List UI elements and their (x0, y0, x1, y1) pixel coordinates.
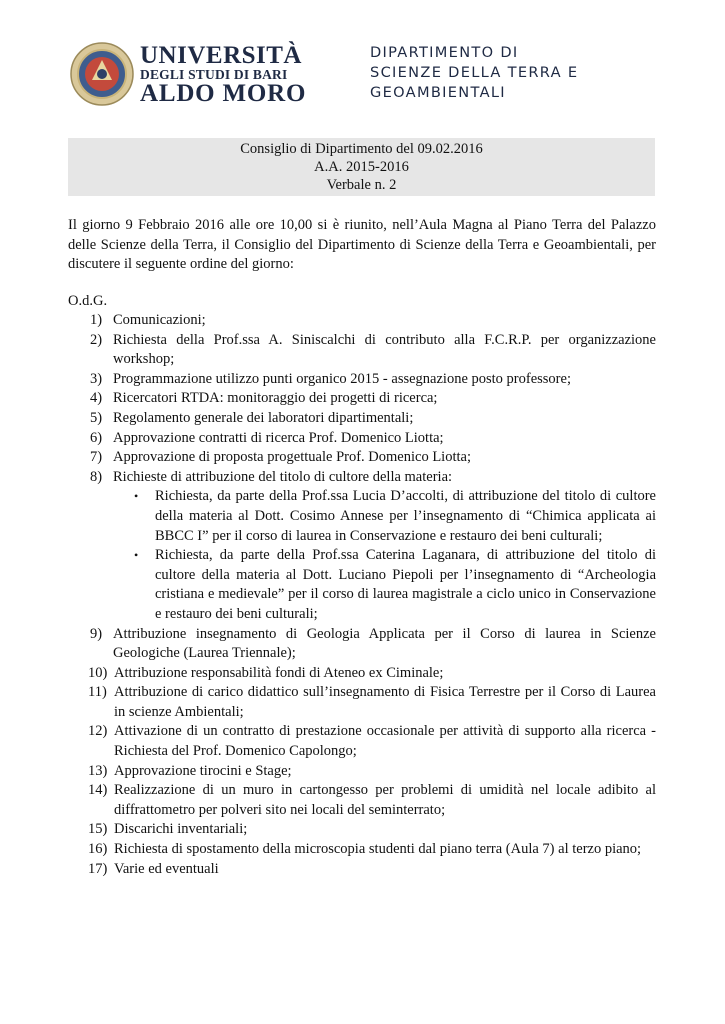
logo-line-universita: UNIVERSITÀ (140, 42, 302, 69)
agenda-list (68, 311, 656, 879)
agenda-item-10 (68, 664, 656, 684)
agenda-item-7 (68, 448, 656, 468)
department-line-2: SCIENZE DELLA TERRA E (370, 64, 579, 81)
agenda-item-9 (68, 625, 656, 664)
subitem-text: Richiesta, da parte della Prof.ssa Lucia D’accolti, di attribuzione del titolo di cultore della materia al Dott. Cosimo Annese per l’insegnamento di “Chimica applicata ai BBCC I” per il corso di laurea in Conservazione e restauro dei beni culturali; (155, 488, 656, 544)
agenda-item-2 (68, 331, 656, 370)
agenda-label: O.d.G. (68, 293, 108, 309)
agenda-number: 4) (90, 390, 103, 407)
department-name (370, 43, 670, 103)
logo-wordmark (140, 44, 306, 106)
agenda-item-11 (68, 683, 656, 722)
agenda-text: Ricercatori RTDA: monitoraggio dei progetti di ricerca; (113, 390, 438, 407)
agenda-number: 15) (88, 821, 108, 838)
agenda-item-13 (68, 762, 656, 782)
agenda-item-3 (68, 370, 656, 390)
agenda-number: 9) (90, 625, 103, 642)
subitem-text: Richiesta, da parte della Prof.ssa Caterina Laganara, di attribuzione del titolo di cultore della materia al Dott. Luciano Piepoli per l’insegnamento di “Archeologia cristiana e medievale” per il corso di laurea magistrale a ciclo unico in Conservazione e restauro dei beni culturali; (155, 547, 656, 622)
agenda-number: 3) (90, 370, 103, 387)
agenda-item-17 (68, 860, 656, 880)
bullet-icon: • (134, 548, 139, 563)
agenda-item-14 (68, 781, 656, 820)
agenda-text: Attribuzione responsabilità fondi di Ateneo ex Ciminale; (114, 664, 444, 681)
meeting-title: Consiglio di Dipartimento del 09.02.2016 (240, 141, 483, 157)
agenda-item-1 (68, 311, 656, 331)
agenda-subitem-1 (68, 487, 656, 546)
agenda-text: Attribuzione di carico didattico sull’insegnamento di Fisica Terrestre per il Corso di Laurea in scienze Ambientali; (114, 684, 656, 720)
bullet-icon: • (134, 489, 139, 504)
agenda-item-4 (68, 389, 656, 409)
university-seal-icon (70, 42, 134, 106)
agenda-number: 6) (90, 429, 103, 446)
agenda-number: 8) (90, 468, 103, 485)
agenda-text: Approvazione tirocini e Stage; (114, 762, 292, 779)
agenda-number: 17) (88, 860, 108, 877)
agenda-text: Discarichi inventariali; (114, 821, 248, 838)
logo-line-aldo-moro: ALDO MORO (140, 80, 307, 107)
agenda-number: 5) (90, 409, 103, 426)
agenda-text: Richiesta di spostamento della microscopia studenti dal piano terra (Aula 7) al terzo piano; (114, 841, 642, 858)
agenda-text: Regolamento generale dei laboratori dipartimentali; (113, 409, 414, 426)
department-line-3: GEOAMBIENTALI (370, 84, 506, 101)
intro-paragraph: Il giorno 9 Febbraio 2016 alle ore 10,00 si è riunito, nell’Aula Magna al Piano Terra del Palazzo delle Scienze della Terra, il Consiglio del Dipartimento di Scienze della Terra e Geoambientali, per discutere il seguente ordine del giorno: (68, 217, 656, 273)
agenda-number: 11) (88, 684, 107, 701)
university-logo (70, 42, 310, 110)
agenda-item-15 (68, 820, 656, 840)
agenda-number: 13) (88, 762, 108, 779)
agenda-text: Realizzazione di un muro in cartongesso per problemi di umidità nel locale adibito al diffrattometro per polveri sito nei locali del seminterrato; (114, 782, 656, 818)
agenda-number: 16) (88, 841, 108, 858)
agenda-text: Attivazione di un contratto di prestazione occasionale per attività di supporto alla ricerca - Richiesta del Prof. Domenico Capolongo; (114, 723, 656, 760)
agenda-text: Varie ed eventuali (114, 860, 219, 877)
agenda-text: Richieste di attribuzione del titolo di cultore della materia: (113, 468, 453, 485)
agenda-item-8 (68, 468, 656, 488)
agenda-text: Approvazione di proposta progettuale Prof. Domenico Liotta; (113, 449, 471, 466)
agenda-text: Richiesta della Prof.ssa A. Siniscalchi di contributo alla F.C.R.P. per organizzazione workshop; (113, 331, 656, 368)
agenda-number: 10) (88, 664, 108, 681)
department-line-1: DIPARTIMENTO DI (370, 44, 519, 61)
agenda-number: 7) (90, 449, 103, 466)
logo-line-degli-studi: DEGLI STUDI DI BARI (140, 67, 288, 82)
agenda-item-16 (68, 840, 656, 860)
agenda-number: 1) (90, 312, 103, 328)
agenda-number: 14) (88, 782, 108, 799)
agenda-item-12 (68, 722, 656, 761)
agenda-item-5 (68, 409, 656, 429)
minutes-number: Verbale n. 2 (326, 177, 397, 193)
agenda-text: Approvazione contratti di ricerca Prof. Domenico Liotta; (113, 429, 444, 446)
agenda-item-6 (68, 429, 656, 449)
meeting-title-box (68, 138, 655, 196)
academic-year: A.A. 2015-2016 (314, 159, 409, 175)
agenda-number: 2) (90, 331, 103, 348)
agenda-text: Comunicazioni; (113, 312, 206, 328)
agenda-subitem-2 (68, 546, 656, 624)
agenda-text: Programmazione utilizzo punti organico 2015 - assegnazione posto professore; (113, 370, 571, 387)
agenda-text: Attribuzione insegnamento di Geologia Applicata per il Corso di laurea in Scienze Geologiche (Laurea Triennale); (113, 625, 656, 662)
agenda-number: 12) (88, 723, 108, 740)
